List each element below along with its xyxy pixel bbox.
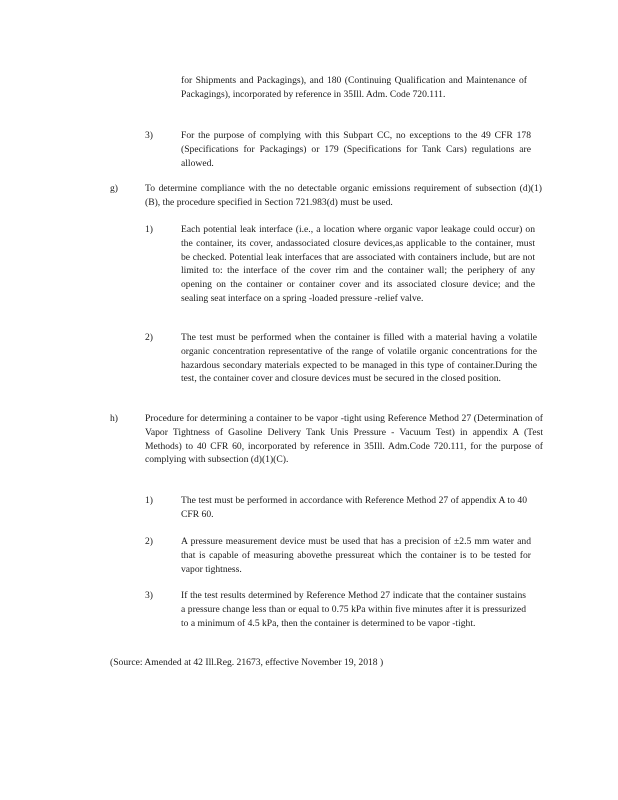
item-3-text: For the purpose of complying with this Subpart CC, no exceptions to the 49 CFR 178 (Specifications for Packagings) or 179 (Specifications for Tank Cars) regulations are allowed.	[181, 130, 531, 169]
source-note: (Source: Amended at 42 Ill.Reg. 21673, effective November 19, 2018 )	[110, 657, 384, 668]
subsection-h-item-2-text: A pressure measurement device must be used that has a precision of ±2.5 mm water and that is capable of measuring abovethe pressureat which the container is to be tested for vapor tightness.	[181, 536, 531, 575]
subsection-g-text: To determine compliance with the no detectable organic emissions requirement of subsection (d)(1)(B), the procedure specified in Section 721.983(d) must be used.	[145, 183, 542, 208]
subsection-g-item-2-text: The test must be performed when the container is filled with a material having a volatile organic concentration representative of the range of volatile organic concentrations for the hazardous secondary materials expected to be managed in this type of container.During the test, the container cover and closure devices must be secured in the closed position.	[181, 332, 537, 385]
subsection-h-item-3-number: 3)	[145, 590, 153, 601]
subsection-h-item-2-number: 2)	[145, 536, 153, 547]
subsection-g-label: g)	[110, 183, 118, 194]
item-3-number: 3)	[145, 130, 153, 141]
subsection-h-text: Procedure for determining a container to be vapor -tight using Reference Method 27 (Determination of Vapor Tightness of Gasoline Delivery Tank Unis Pressure - Vacuum Test) in appendix A (Test Methods) to 40 CFR 60, incorporated by reference in 35Ill. Adm.Code 720.111, for the purpose of complying with subsection (d)(1)(C).	[145, 413, 543, 466]
subsection-h-item-1-number: 1)	[145, 495, 153, 506]
subsection-g-item-1-text: Each potential leak interface (i.e., a location where organic vapor leakage could occur) on the container, its cover, andassociated closure devices,as applicable to the container, must be checked. Potential leak interfaces that are associated with containers include, but are not limited to: the interface of the cover rim and the container wall; the periphery of any opening on the container or container cover and its associated closure device; and the sealing seat interface on a spring -loaded pressure -relief valve.	[181, 224, 535, 304]
subsection-h-item-1-text: The test must be performed in accordance with Reference Method 27 of appendix A to 40 CFR 60.	[181, 495, 527, 520]
subsection-h-item-3-text: If the test results determined by Reference Method 27 indicate that the container sustains a pressure change less than or equal to 0.75 kPa within five minutes after it is pressurized to a minimum of 4.5 kPa, then the container is determined to be vapor -tight.	[181, 590, 526, 629]
subsection-h-label: h)	[110, 413, 118, 424]
continued-paragraph: for Shipments and Packagings), and 180 (Continuing Qualification and Maintenance of Packagings), incorporated by reference in 35Ill. Adm. Code 720.111.	[181, 75, 527, 100]
subsection-g-item-2-number: 2)	[145, 332, 153, 343]
subsection-g-item-1-number: 1)	[145, 224, 153, 235]
